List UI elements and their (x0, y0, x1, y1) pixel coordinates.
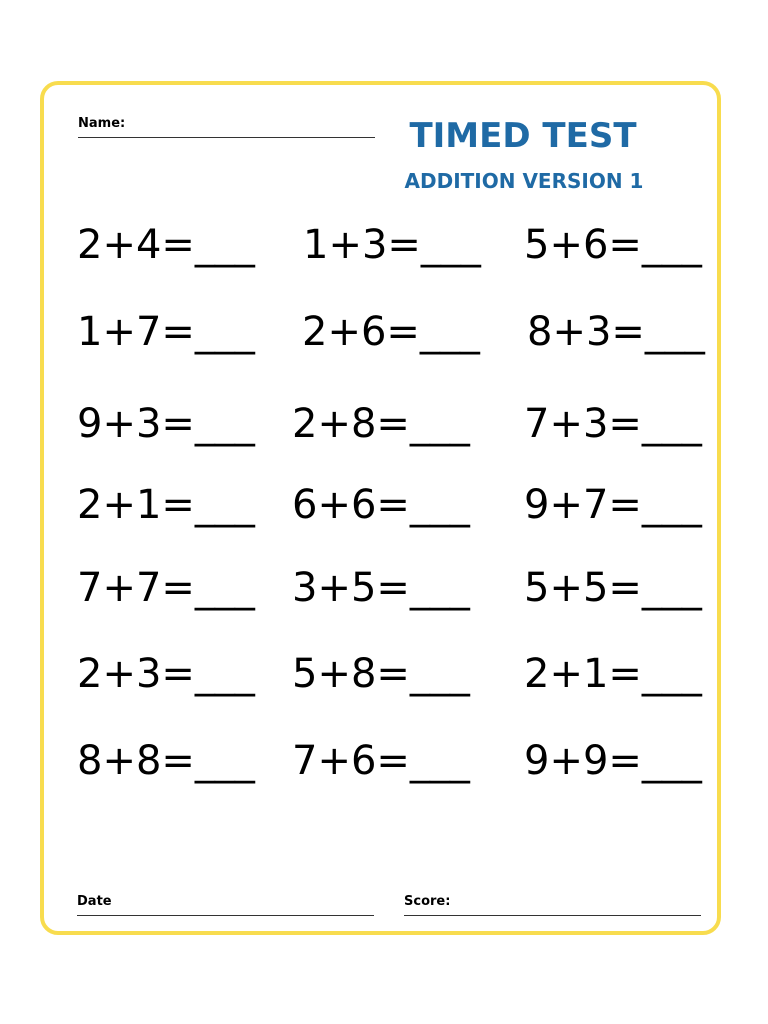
name-line[interactable] (78, 137, 375, 138)
date-label: Date (77, 894, 112, 909)
problem-r1-c2: 1+3=___ (303, 222, 481, 268)
problem-r4-c1: 2+1=___ (77, 482, 255, 528)
problem-r6-c1: 2+3=___ (77, 651, 255, 697)
problem-r2-c3: 8+3=___ (527, 309, 705, 355)
score-label: Score: (404, 894, 451, 909)
worksheet-subtitle: ADDITION VERSION 1 (404, 169, 644, 193)
problem-r7-c3: 9+9=___ (524, 738, 702, 784)
name-label: Name: (78, 116, 126, 131)
problem-r6-c3: 2+1=___ (524, 651, 702, 697)
problem-r7-c1: 8+8=___ (77, 738, 255, 784)
problem-r3-c1: 9+3=___ (77, 401, 255, 447)
problem-r3-c3: 7+3=___ (524, 401, 702, 447)
problem-r7-c2: 7+6=___ (292, 738, 470, 784)
problem-r1-c1: 2+4=___ (77, 222, 255, 268)
problem-r1-c3: 5+6=___ (524, 222, 702, 268)
problem-r5-c1: 7+7=___ (77, 565, 255, 611)
problem-r2-c2: 2+6=___ (302, 309, 480, 355)
date-line[interactable] (77, 915, 374, 916)
problem-r2-c1: 1+7=___ (77, 309, 255, 355)
problem-r5-c3: 5+5=___ (524, 565, 702, 611)
problem-r3-c2: 2+8=___ (292, 401, 470, 447)
score-line[interactable] (404, 915, 701, 916)
problem-r4-c2: 6+6=___ (292, 482, 470, 528)
worksheet-title: TIMED TEST (409, 116, 637, 156)
problem-r4-c3: 9+7=___ (524, 482, 702, 528)
problem-r5-c2: 3+5=___ (292, 565, 470, 611)
problem-r6-c2: 5+8=___ (292, 651, 470, 697)
